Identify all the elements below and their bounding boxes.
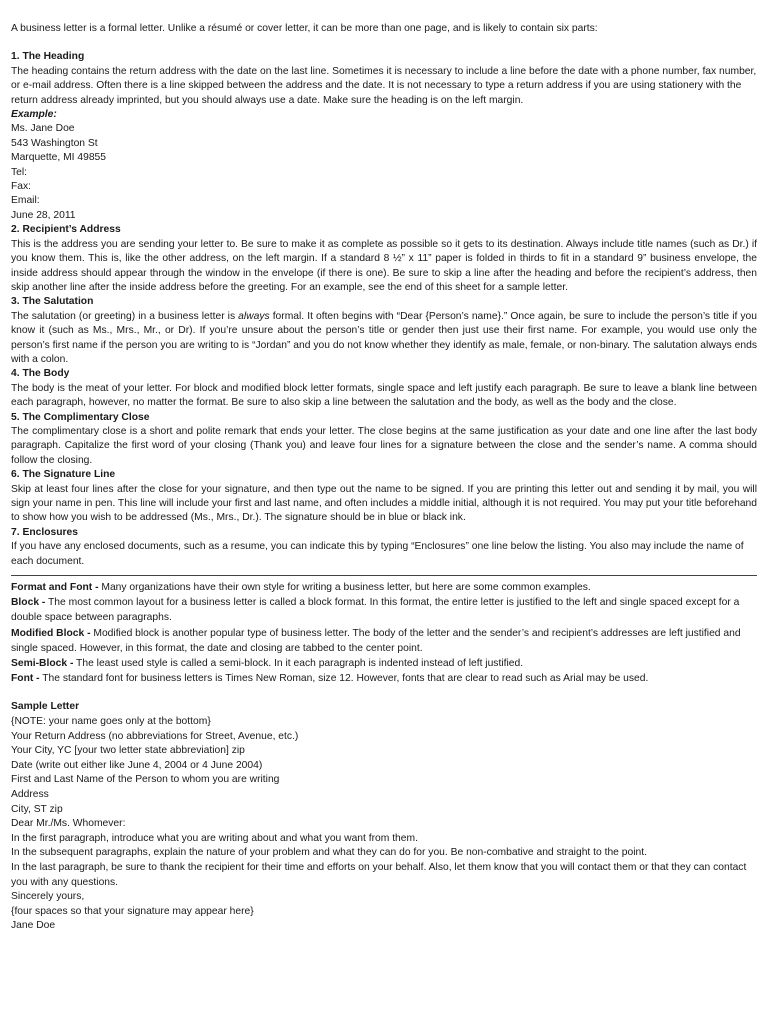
- example-line: 543 Washington St: [11, 137, 98, 149]
- sample-line: Date (write out either like June 4, 2004 or 4 June 2004): [11, 759, 263, 771]
- example-line: June 28, 2011: [11, 209, 76, 221]
- recipient-section-title: 2. Recipient’s Address: [11, 224, 121, 236]
- sample-line: In the first paragraph, introduce what you are writing about and what you want from them.: [11, 832, 418, 844]
- salutation-emphasis: always: [238, 310, 270, 322]
- sample-line: Dear Mr./Ms. Whomever:: [11, 818, 126, 830]
- format-modified-block: [11, 626, 757, 656]
- sample-line: Your City, YC [your two letter state abbreviation] zip: [11, 745, 245, 757]
- body-section-body: The body is the meat of your letter. For block and modified block letter formats, single space and left justify each paragraph. Be sure to leave a blank line between each paragraph, however, no matter the format. Be sure to also skip a line between the salutation and the body, as well as the body and the close.: [11, 382, 757, 409]
- format-intro-label: Format and Font -: [11, 582, 99, 594]
- sample-line: In the subsequent paragraphs, explain the nature of your problem and what they can do for you. Be non-combative and straight to the point.: [11, 847, 647, 859]
- format-semi-text: The least used style is called a semi-block. In it each paragraph is indented instead of left justified.: [73, 658, 524, 670]
- sample-line: City, ST zip: [11, 803, 63, 815]
- format-block-label: Block -: [11, 597, 46, 609]
- format-font-label: Font -: [11, 673, 40, 685]
- salutation-section-body: [11, 310, 757, 368]
- sample-letter: [11, 700, 757, 934]
- example-line: Ms. Jane Doe: [11, 123, 75, 135]
- format-font-text: The standard font for business letters is Times New Roman, size 12. However, fonts that are clear to read such as Arial may be used.: [39, 673, 649, 685]
- salutation-text-after: formal. It often begins with “Dear {Person’s name}.” Once again, be sure to include the person’s title if you know it (such as Ms., Mrs., Mr., or Dr). If you’re unsure about the person’s title or gender then just use their first name. For example, you would use only the person’s first name if the person you are writing to is “Jordan” and you do not know whether they identify as male, female, or non-binary. The salutation always ends with a colon.: [11, 310, 757, 365]
- sample-line: {four spaces so that your signature may appear here}: [11, 905, 254, 917]
- heading-section-body: The heading contains the return address with the date on the last line. Sometimes it is necessary to include a line before the date with a phone number, fax number, or e-mail address. Often there is a line skipped between the address and the date. It is not necessary to type a return address if you are using stationery with the return address already imprinted, but you should always use a date. Make sure the heading is on the left margin.: [11, 65, 757, 106]
- format-font: [11, 671, 757, 686]
- sample-line: First and Last Name of the Person to whom you are writing: [11, 774, 280, 786]
- signature-section-title: 6. The Signature Line: [11, 469, 116, 481]
- format-modified-label: Modified Block -: [11, 627, 91, 639]
- format-intro-text: Many organizations have their own style for writing a business letter, but here are some common examples.: [98, 582, 591, 594]
- recipient-section-body: This is the address you are sending your letter to. Be sure to make it as complete as possible so it gets to its destination. Always include title names (such as Dr.) if you know them. This is, like the other address, on the left margin. If a standard 8 ½” x 11” paper is folded in thirds to fit in a standard 9” business envelope, the inside address should appear through the window in the envelope (if there is one). Be sure to skip a line after the heading and before the recipient’s address, then skip another line after the inside address before the greeting. For an example, see the end of this sheet for a sample letter.: [11, 238, 757, 293]
- body-section-title: 4. The Body: [11, 368, 70, 380]
- example-line: Fax:: [11, 181, 32, 193]
- salutation-section-title: 3. The Salutation: [11, 296, 94, 308]
- sample-line: Address: [11, 789, 49, 801]
- format-intro: [11, 580, 757, 595]
- sample-line: Sincerely yours,: [11, 891, 85, 903]
- intro-text: A business letter is a formal letter. Unlike a résumé or cover letter, it can be more than one page, and is likely to contain six parts:: [11, 23, 598, 34]
- sample-letter-title: Sample Letter: [11, 701, 80, 713]
- close-section-body: The complimentary close is a short and polite remark that ends your letter. The close begins at the same justification as your date and one line after the last body paragraph. Capitalize the first word of your closing (Thank you) and leave four lines for a signature between the close and the sender’s name. A comma should follow the closing.: [11, 425, 757, 466]
- heading-section-title: 1. The Heading: [11, 51, 85, 63]
- signature-section-body: Skip at least four lines after the close for your signature, and then type out the name to be signed. If you are printing this letter out and sending it by mail, you will sign your name in pen. This line will include your first and last name, and often includes a middle initial, although it is not required. You may put your title beforehand to show how you wish to be addressed (Ms., Mrs., Dr.). The signature should be in blue or black ink.: [11, 483, 757, 524]
- spacer: [11, 686, 757, 700]
- sample-line: {NOTE: your name goes only at the bottom}: [11, 716, 211, 728]
- enclosures-section-title: 7. Enclosures: [11, 526, 78, 538]
- divider: [11, 575, 757, 576]
- example-line: Tel:: [11, 166, 28, 178]
- sample-line: Your Return Address (no abbreviations for Street, Avenue, etc.): [11, 730, 299, 742]
- example-line: Email:: [11, 195, 40, 207]
- format-semi-label: Semi-Block -: [11, 658, 74, 670]
- format-block: [11, 595, 757, 625]
- example-line: Marquette, MI 49855: [11, 152, 107, 164]
- enclosures-section-body: If you have any enclosed documents, such as a resume, you can indicate this by typing “Enclosures” one line below the listing. You also may include the name of each document.: [11, 541, 744, 567]
- spacer: [11, 36, 757, 50]
- format-modified-text: Modified block is another popular type of business letter. The body of the letter and the sender’s and recipient’s addresses are left justified and single spaced. However, in this format, the date and closing are tabbed to the center point.: [11, 627, 741, 654]
- sample-line: Jane Doe: [11, 920, 56, 932]
- close-section-title: 5. The Complimentary Close: [11, 411, 150, 423]
- format-section: [11, 580, 757, 686]
- salutation-text-before: The salutation (or greeting) in a business letter is: [11, 310, 239, 322]
- sample-line: In the last paragraph, be sure to thank the recipient for their time and efforts on your behalf. Also, let them know that you will contact them or that they can contact you with any questions.: [11, 861, 747, 888]
- format-block-text: The most common layout for a business letter is called a block format. In this format, the entire letter is justified to the left and single spaced except for a double space between paragraphs.: [11, 597, 740, 624]
- format-semi-block: [11, 656, 757, 671]
- example-label: Example:: [11, 109, 57, 121]
